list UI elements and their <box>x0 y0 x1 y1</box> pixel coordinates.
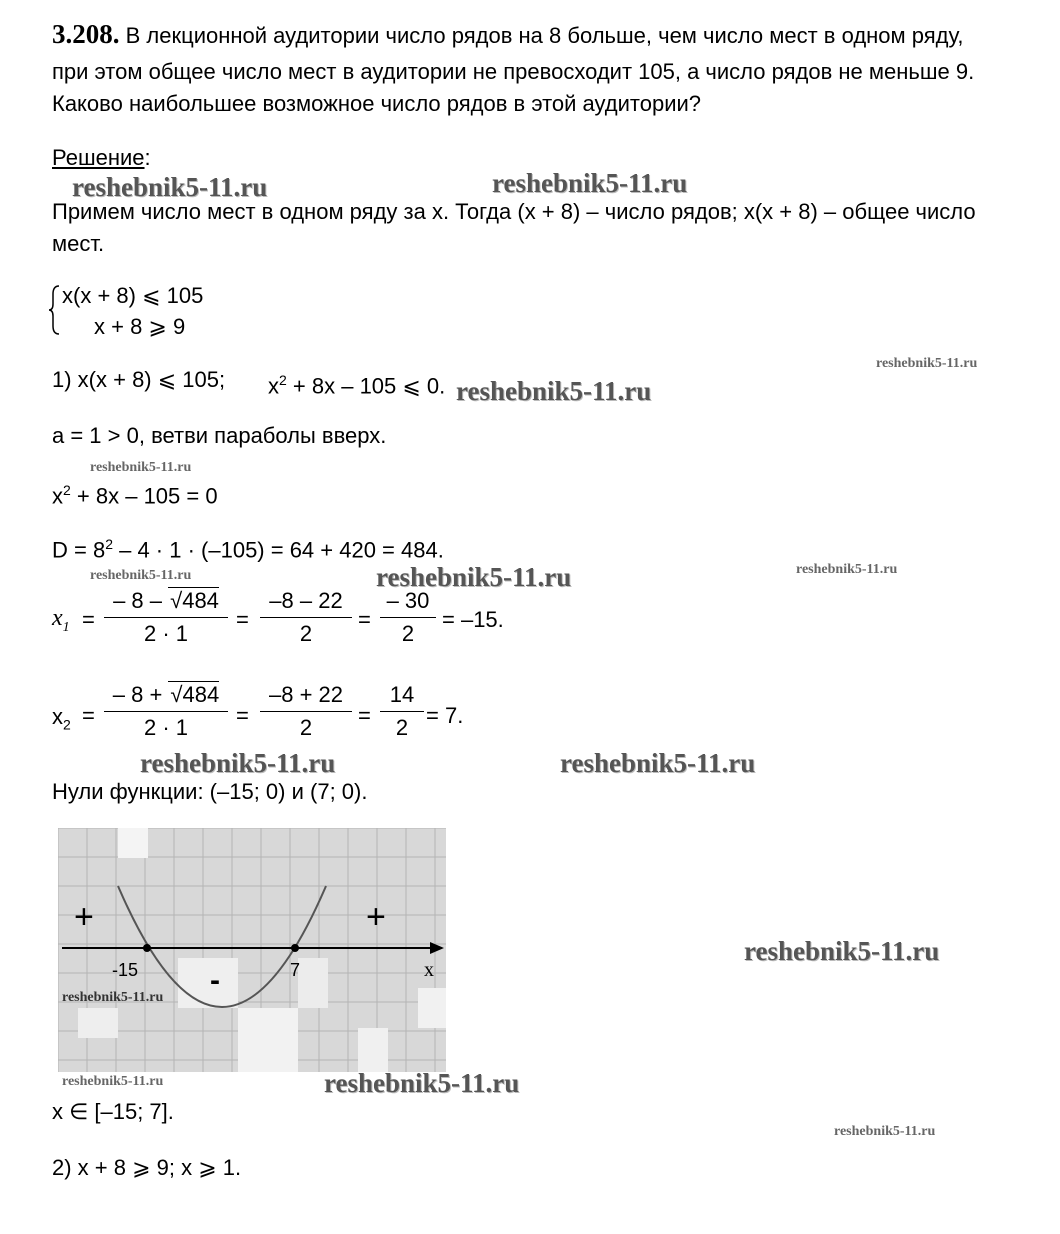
watermark: reshebnik5-11.ru <box>90 568 192 583</box>
faded-patch <box>118 828 148 858</box>
faded-patch <box>78 1008 118 1038</box>
faded-patch <box>178 958 238 1008</box>
solution-heading: Решение: <box>52 145 151 170</box>
problem-line-1: 3.208. В лекционной аудитории число рядов на 8 больше, чем число мест в одном ряду, <box>52 19 964 49</box>
problem-line-2: при этом общее число мест в аудитории не превосходит 105, а число рядов не меньше 9. <box>52 59 975 84</box>
watermark: reshebnik5-11.ru <box>560 748 756 778</box>
faded-patch <box>418 988 446 1028</box>
sqrt-symbol: √484 <box>170 588 219 613</box>
step2-inequality: 2) x + 8 ⩾ 9; x ⩾ 1. <box>52 1155 242 1180</box>
watermark: reshebnik5-11.ru <box>492 168 688 198</box>
discriminant: $D = 8^2 - 4 \cdot 1 \cdot (-105) = 64 + 420 = 484$. <box>52 536 444 563</box>
root-point-right <box>291 944 299 952</box>
problem-line-3: Каково наибольшее возможное число рядов в этой аудитории? <box>52 91 702 116</box>
x1-fraction-1: $\frac{- 8 - √484}{2 \cdot 1}$ <box>104 588 228 647</box>
watermark: reshebnik5-11.ru <box>796 562 898 577</box>
x2-label: $x_2$ <box>52 704 71 733</box>
root-label-left: -15 <box>112 960 139 980</box>
x1-fraction-2: $\frac{-8 - 22}{2}$ <box>260 588 352 647</box>
parabola-graph <box>58 828 446 1072</box>
watermark: reshebnik5-11.ru <box>140 748 336 778</box>
step1-inequality: 1) x(x + 8) ⩽ 105; <box>52 367 226 392</box>
plus-sign-left: + <box>74 898 94 936</box>
watermark: reshebnik5-11.ru <box>62 990 164 1005</box>
root-label-right: 7 <box>290 960 301 980</box>
x1-result: = –15. <box>442 607 504 632</box>
x2-fraction-1: $\frac{- 8 + √484}{2 \cdot 1}$ <box>104 682 228 741</box>
sqrt-symbol: √484 <box>170 682 220 707</box>
faded-patch <box>358 1028 388 1072</box>
zeros-of-function: Нули функции: (–15; 0) и (7; 0). <box>52 779 368 804</box>
system-line-2: x + 8 ⩾ 9 <box>94 314 186 339</box>
axis-label-x: x <box>424 959 434 981</box>
watermark: reshebnik5-11.ru <box>876 356 978 371</box>
watermark: reshebnik5-11.ru <box>456 376 652 406</box>
equals-sign: = <box>82 607 95 632</box>
equals-sign: = <box>358 607 371 632</box>
step1-quadratic: $x^2 + 8x - 105$ ⩽ 0. <box>268 372 446 399</box>
minus-sign: - <box>210 964 220 997</box>
solution-interval: x ∈ [–15; 7]. <box>52 1099 174 1124</box>
watermark: reshebnik5-11.ru <box>324 1068 520 1098</box>
equals-sign: = <box>236 703 249 728</box>
system-brace <box>48 284 62 336</box>
x2-result: = 7. <box>426 703 464 728</box>
faded-patch <box>298 958 328 1008</box>
watermark: reshebnik5-11.ru <box>376 562 572 592</box>
watermark: reshebnik5-11.ru <box>62 1074 164 1089</box>
quadratic-equation: $x^2 + 8x - 105 = 0$ <box>52 482 218 509</box>
x1-label: $x_1$ <box>52 605 70 635</box>
intro-line-1: Примем число мест в одном ряду за x. Тогда (x + 8) – число рядов; x(x + 8) – общее число <box>52 199 976 224</box>
x2-fraction-2: $\frac{-8 + 22}{2}$ <box>260 682 352 741</box>
equals-sign: = <box>236 607 249 632</box>
equals-sign: = <box>358 703 371 728</box>
watermark: reshebnik5-11.ru <box>834 1124 936 1139</box>
system-line-1: x(x + 8) ⩽ 105 <box>62 283 204 308</box>
root-point-left <box>143 944 151 952</box>
faded-patch <box>238 1008 298 1072</box>
plus-sign-right: + <box>366 898 386 936</box>
problem-number: 3.208. <box>52 19 120 49</box>
x1-fraction-3: $\frac{- 30}{2}$ <box>380 588 436 647</box>
watermark: reshebnik5-11.ru <box>90 460 192 475</box>
x2-fraction-3: $\frac{14}{2}$ <box>380 682 424 741</box>
watermark: reshebnik5-11.ru <box>744 936 940 966</box>
branches-text: a = 1 > 0, ветви параболы вверх. <box>52 423 387 448</box>
intro-line-2: мест. <box>52 231 105 256</box>
watermark: reshebnik5-11.ru <box>72 172 268 202</box>
equals-sign: = <box>82 703 95 728</box>
